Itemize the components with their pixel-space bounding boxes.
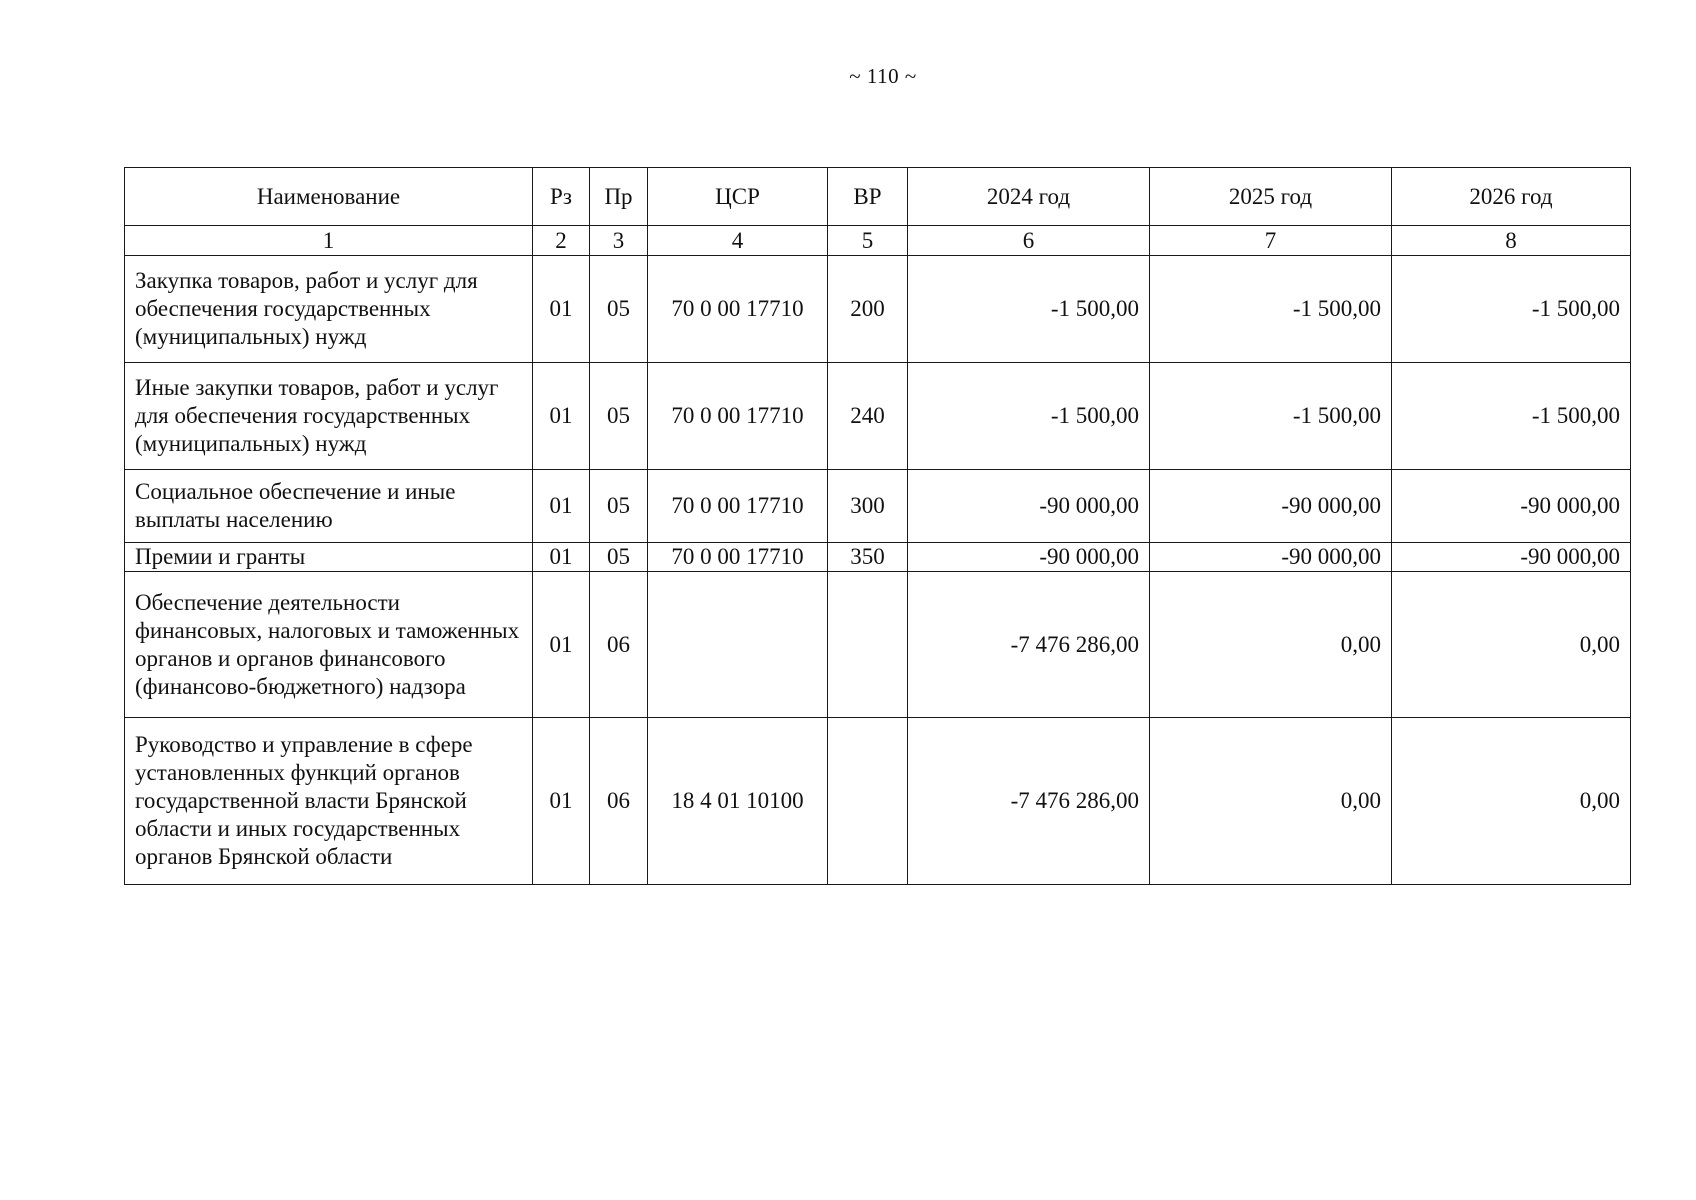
header-vr: ВР [828, 168, 908, 226]
row-amount-2026: -1 500,00 [1392, 363, 1631, 470]
row-name: Закупка товаров, работ и услуг для обеспечения государственных (муниципальных) нужд [125, 256, 533, 363]
row-amount-2024: -1 500,00 [908, 363, 1150, 470]
table-row [125, 256, 1631, 363]
column-number-row [125, 226, 1631, 256]
row-name: Социальное обеспечение и иные выплаты населению [125, 470, 533, 543]
row-amount-2026: -1 500,00 [1392, 256, 1631, 363]
column-number: 1 [125, 226, 533, 256]
row-csr: 70 0 00 17710 [648, 256, 828, 363]
row-csr: 70 0 00 17710 [648, 543, 828, 572]
row-name: Иные закупки товаров, работ и услуг для обеспечения государственных (муниципальных) нужд [125, 363, 533, 470]
row-vr: 350 [828, 543, 908, 572]
row-amount-2025: 0,00 [1150, 572, 1392, 718]
row-pr: 06 [590, 718, 648, 885]
row-name: Обеспечение деятельности финансовых, налоговых и таможенных органов и органов финансового (финансово-бюджетного) надзора [125, 572, 533, 718]
column-number: 8 [1392, 226, 1631, 256]
row-amount-2024: -90 000,00 [908, 470, 1150, 543]
row-amount-2025: -1 500,00 [1150, 256, 1392, 363]
column-number: 6 [908, 226, 1150, 256]
row-vr: 300 [828, 470, 908, 543]
budget-table [124, 167, 1631, 885]
table-row [125, 572, 1631, 718]
table-row [125, 543, 1631, 572]
row-amount-2026: -90 000,00 [1392, 470, 1631, 543]
page-number: ~ 110 ~ [849, 64, 917, 88]
row-amount-2024: -7 476 286,00 [908, 572, 1150, 718]
row-amount-2024: -7 476 286,00 [908, 718, 1150, 885]
row-name: Премии и гранты [125, 543, 533, 572]
row-pr: 06 [590, 572, 648, 718]
header-csr: ЦСР [648, 168, 828, 226]
header-2025: 2025 год [1150, 168, 1392, 226]
table-row [125, 718, 1631, 885]
row-pr: 05 [590, 256, 648, 363]
row-amount-2025: 0,00 [1150, 718, 1392, 885]
row-amount-2026: 0,00 [1392, 718, 1631, 885]
table-row [125, 470, 1631, 543]
header-name: Наименование [125, 168, 533, 226]
row-vr [828, 718, 908, 885]
row-csr: 70 0 00 17710 [648, 470, 828, 543]
row-amount-2024: -1 500,00 [908, 256, 1150, 363]
header-rz: Рз [533, 168, 590, 226]
column-number: 4 [648, 226, 828, 256]
row-rz: 01 [533, 718, 590, 885]
row-rz: 01 [533, 470, 590, 543]
row-rz: 01 [533, 572, 590, 718]
column-number: 2 [533, 226, 590, 256]
table-header-row [125, 168, 1631, 226]
header-2026: 2026 год [1392, 168, 1631, 226]
row-csr: 18 4 01 10100 [648, 718, 828, 885]
row-amount-2026: 0,00 [1392, 572, 1631, 718]
row-amount-2026: -90 000,00 [1392, 543, 1631, 572]
row-amount-2025: -90 000,00 [1150, 543, 1392, 572]
table-row [125, 363, 1631, 470]
column-number: 5 [828, 226, 908, 256]
row-pr: 05 [590, 543, 648, 572]
row-pr: 05 [590, 363, 648, 470]
row-amount-2024: -90 000,00 [908, 543, 1150, 572]
row-amount-2025: -1 500,00 [1150, 363, 1392, 470]
row-vr: 200 [828, 256, 908, 363]
row-rz: 01 [533, 543, 590, 572]
row-name: Руководство и управление в сфере установленных функций органов государственной власти Брянской области и иных государственных органов Брянской области [125, 718, 533, 885]
row-pr: 05 [590, 470, 648, 543]
row-vr [828, 572, 908, 718]
row-csr [648, 572, 828, 718]
header-2024: 2024 год [908, 168, 1150, 226]
header-pr: Пр [590, 168, 648, 226]
row-csr: 70 0 00 17710 [648, 363, 828, 470]
row-vr: 240 [828, 363, 908, 470]
row-amount-2025: -90 000,00 [1150, 470, 1392, 543]
row-rz: 01 [533, 256, 590, 363]
column-number: 3 [590, 226, 648, 256]
row-rz: 01 [533, 363, 590, 470]
column-number: 7 [1150, 226, 1392, 256]
